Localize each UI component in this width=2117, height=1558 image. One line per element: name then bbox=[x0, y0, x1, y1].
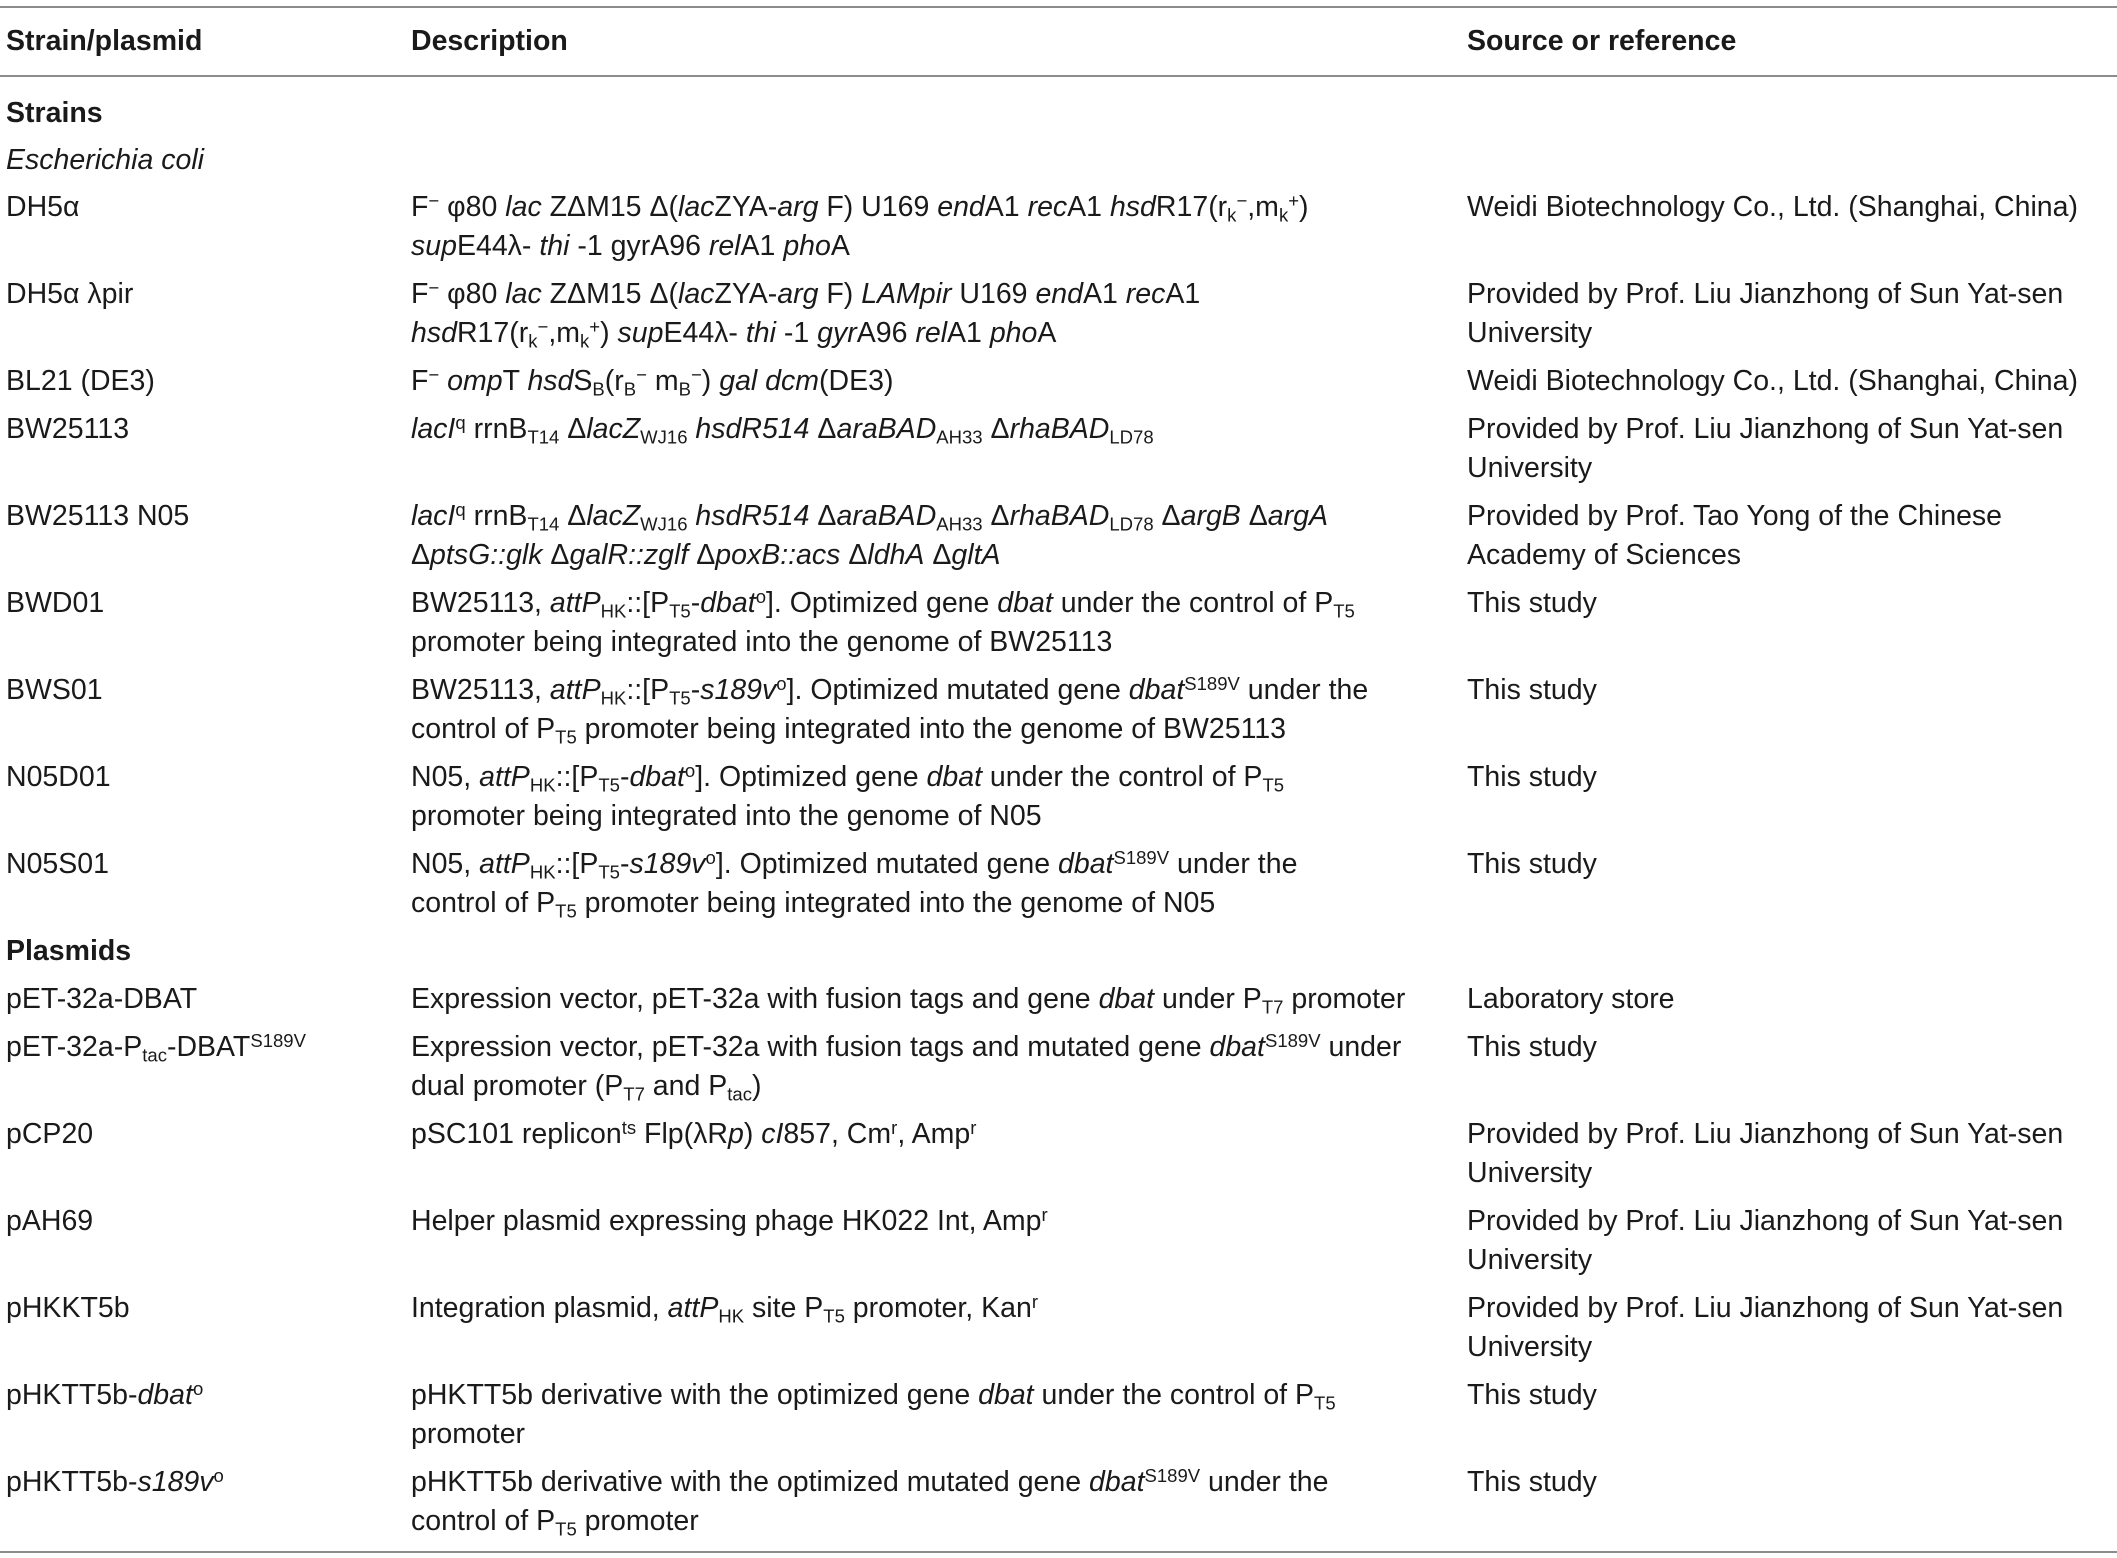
row-description-pah69: Helper plasmid expressing phage HK022 Int, Amp$^r$ bbox=[411, 1203, 1048, 1237]
row-source-phkkt5b: University bbox=[1467, 1331, 1593, 1363]
row-source-dh5: Weidi Biotechnology Co., Ltd. (Shanghai, China) bbox=[1467, 191, 2078, 223]
row-description-bw25113-n05: ΔptsG::glk ΔgalR::zglf ΔpoxB::acs ΔldhA ΔgltA bbox=[411, 539, 1001, 571]
row-source-bw25113-n05: Academy of Sciences bbox=[1467, 539, 1742, 571]
row-source-n05s01: This study bbox=[1467, 848, 1597, 880]
header-description: Description bbox=[411, 25, 568, 57]
row-description-pet-32a-dbat: Expression vector, pET-32a with fusion tags and gene dbat under $P_{T7}$ promoter bbox=[411, 983, 1406, 1018]
row-source-phktt5b-dbato: This study bbox=[1467, 1379, 1597, 1411]
row-description-bwd01: promoter being integrated into the genome of BW25113 bbox=[411, 626, 1113, 658]
row-source-n05d01: This study bbox=[1467, 761, 1597, 793]
row-description-phktt5b-s189vo: control of $P_{T5}$ promoter bbox=[411, 1505, 699, 1540]
row-description-dh5: supE44λ- thi -1 gyrA96 relA1 phoA bbox=[411, 230, 850, 262]
row-description-n05s01: control of $P_{T5}$ promoter being integrated into the genome of N05 bbox=[411, 887, 1216, 922]
row-source-pah69: University bbox=[1467, 1244, 1593, 1276]
section-strains: Strains bbox=[6, 97, 103, 129]
row-name-dh5: DH5α bbox=[6, 191, 80, 223]
row-name-pet-32a-dbat: pET-32a-DBAT bbox=[6, 983, 198, 1015]
row-description-phktt5b-dbato: promoter bbox=[411, 1418, 526, 1450]
header-strain-plasmid: Strain/plasmid bbox=[6, 25, 203, 57]
row-source-bws01: This study bbox=[1467, 674, 1597, 706]
row-name-pah69: pAH69 bbox=[6, 1205, 94, 1237]
row-description-pcp20: pSC101 replicon$^{ts}$ Flp(λRp) cI857, Cm$^r$, Amp$^r$ bbox=[411, 1116, 977, 1150]
row-name-pcp20: pCP20 bbox=[6, 1118, 94, 1150]
row-description-dh5-pir: $hsdR17(r_k^-,m_k^+)$ supE44λ- thi -1 gyrA96 relA1 phoA bbox=[411, 315, 1057, 352]
section-plasmids: Plasmids bbox=[6, 935, 132, 967]
row-description-dh5-pir: F− φ80 lac ZΔM15 Δ(lacZYA-arg F) LAMpir U169 endA1 recA1 bbox=[411, 276, 1201, 310]
row-source-bwd01: This study bbox=[1467, 587, 1597, 619]
row-name-phkkt5b: pHKKT5b bbox=[6, 1292, 130, 1324]
row-source-pet-32a-dbat: Laboratory store bbox=[1467, 983, 1675, 1015]
row-name-phktt5b-dbato: pHKTT5b-dbat$^o$ bbox=[6, 1377, 204, 1411]
row-description-bws01: BW25113, $attP_{HK}::[P_{T5}-s189v^o]$. Optimized mutated gene dbat$^{S189V}$ under the bbox=[411, 672, 1369, 709]
header-source: Source or reference bbox=[1467, 25, 1737, 57]
row-name-pet-32a-ptac-dbats189v: pET-$32a-P_{tac}-DBAT^{S189V}$ bbox=[6, 1029, 306, 1066]
row-name-bw25113: BW25113 bbox=[6, 413, 130, 445]
row-source-bw25113: University bbox=[1467, 452, 1593, 484]
row-name-phktt5b-s189vo: $pHKTT5b-s189v^o$ bbox=[6, 1464, 224, 1498]
row-source-pcp20: Provided by Prof. Liu Jianzhong of Sun Yat-sen bbox=[1467, 1118, 2064, 1150]
row-description-phktt5b-s189vo: pHKTT5b derivative with the optimized mutated gene dbat$^{S189V}$ under the bbox=[411, 1464, 1329, 1498]
row-name-dh5-pir: DH5α λpir bbox=[6, 278, 134, 310]
row-name-n05s01: N05S01 bbox=[6, 848, 109, 880]
row-source-bw25113-n05: Provided by Prof. Tao Yong of the Chinese bbox=[1467, 500, 2003, 532]
row-description-pet-32a-ptac-dbats189v: Expression vector, pET-32a with fusion tags and mutated gene dbat$^{S189V}$ under bbox=[411, 1029, 1402, 1063]
row-source-pet-32a-ptac-dbats189v: This study bbox=[1467, 1031, 1597, 1063]
row-name-bl21-de3: BL21 (DE3) bbox=[6, 365, 155, 397]
row-source-pah69: Provided by Prof. Liu Jianzhong of Sun Yat-sen bbox=[1467, 1205, 2064, 1237]
row-description-n05d01: promoter being integrated into the genome of N05 bbox=[411, 800, 1042, 832]
row-source-phkkt5b: Provided by Prof. Liu Jianzhong of Sun Yat-sen bbox=[1467, 1292, 2064, 1324]
row-source-dh5-pir: University bbox=[1467, 317, 1593, 349]
row-description-phktt5b-dbato: pHKTT5b derivative with the optimized gene dbat under the control of $P_{T5}$ bbox=[411, 1379, 1336, 1414]
row-source-bw25113: Provided by Prof. Liu Jianzhong of Sun Yat-sen bbox=[1467, 413, 2064, 445]
row-name-bw25113-n05: BW25113 N05 bbox=[6, 500, 190, 532]
row-name-n05d01: N05D01 bbox=[6, 761, 111, 793]
row-description-bwd01: BW25113, $attP_{HK}::[P_{T5}-dbat^o]$. Optimized gene dbat under the control of $P_{T5}$ bbox=[411, 585, 1355, 622]
row-source-bl21-de3: Weidi Biotechnology Co., Ltd. (Shanghai, China) bbox=[1467, 365, 2078, 397]
row-name-bwd01: BWD01 bbox=[6, 587, 105, 619]
top-rule bbox=[0, 6, 2117, 8]
row-description-bw25113: lacI$^q$ rrnB$_{T14}$ ΔlacZ$_{WJ16}$ hsdR514 ΔaraBAD$_{AH33}$ ΔrhaBAD$_{LD78}$ bbox=[411, 411, 1154, 448]
row-description-phkkt5b: Integration plasmid, attP$_{HK}$ site $P_{T5}$ promoter, Kan$^r$ bbox=[411, 1290, 1038, 1327]
row-description-bl21-de3: F− ompT $hsdS_B(r_B^-$ $m_B^-$) gal dcm(DE3) bbox=[411, 363, 894, 400]
row-name-bws01: BWS01 bbox=[6, 674, 103, 706]
bottom-rule bbox=[0, 1551, 2117, 1553]
row-source-dh5-pir: Provided by Prof. Liu Jianzhong of Sun Yat-sen bbox=[1467, 278, 2064, 310]
species-label: Escherichia coli bbox=[6, 144, 204, 176]
row-description-bws01: control of $P_{T5}$ promoter being integrated into the genome of BW25113 bbox=[411, 713, 1287, 748]
row-description-bw25113-n05: lacI$^q$ rrnB$_{T14}$ ΔlacZ$_{WJ16}$ hsdR514 ΔaraBAD$_{AH33}$ ΔrhaBAD$_{LD78}$ ΔargB ΔargA bbox=[411, 498, 1328, 535]
row-description-dh5: F− φ80 lac ZΔM15 Δ(lacZYA-arg F) U169 endA1 recA1 $hsdR17(r_k^-,m_k^+)$ bbox=[411, 189, 1309, 226]
row-source-phktt5b-s189vo: This study bbox=[1467, 1466, 1597, 1498]
row-source-pcp20: University bbox=[1467, 1157, 1593, 1189]
row-description-n05s01: N05, $attP_{HK}::[P_{T5}-s189v^o]$. Optimized mutated gene dbat$^{S189V}$ under the bbox=[411, 846, 1298, 883]
header-rule bbox=[0, 75, 2117, 77]
row-description-n05d01: N05, $attP_{HK}::[P_{T5}-dbat^o]$. Optimized gene dbat under the control of $P_{T5}$ bbox=[411, 759, 1285, 796]
row-description-pet-32a-ptac-dbats189v: dual promoter ($P_{T7}$ and $P_{tac}$) bbox=[411, 1070, 762, 1105]
